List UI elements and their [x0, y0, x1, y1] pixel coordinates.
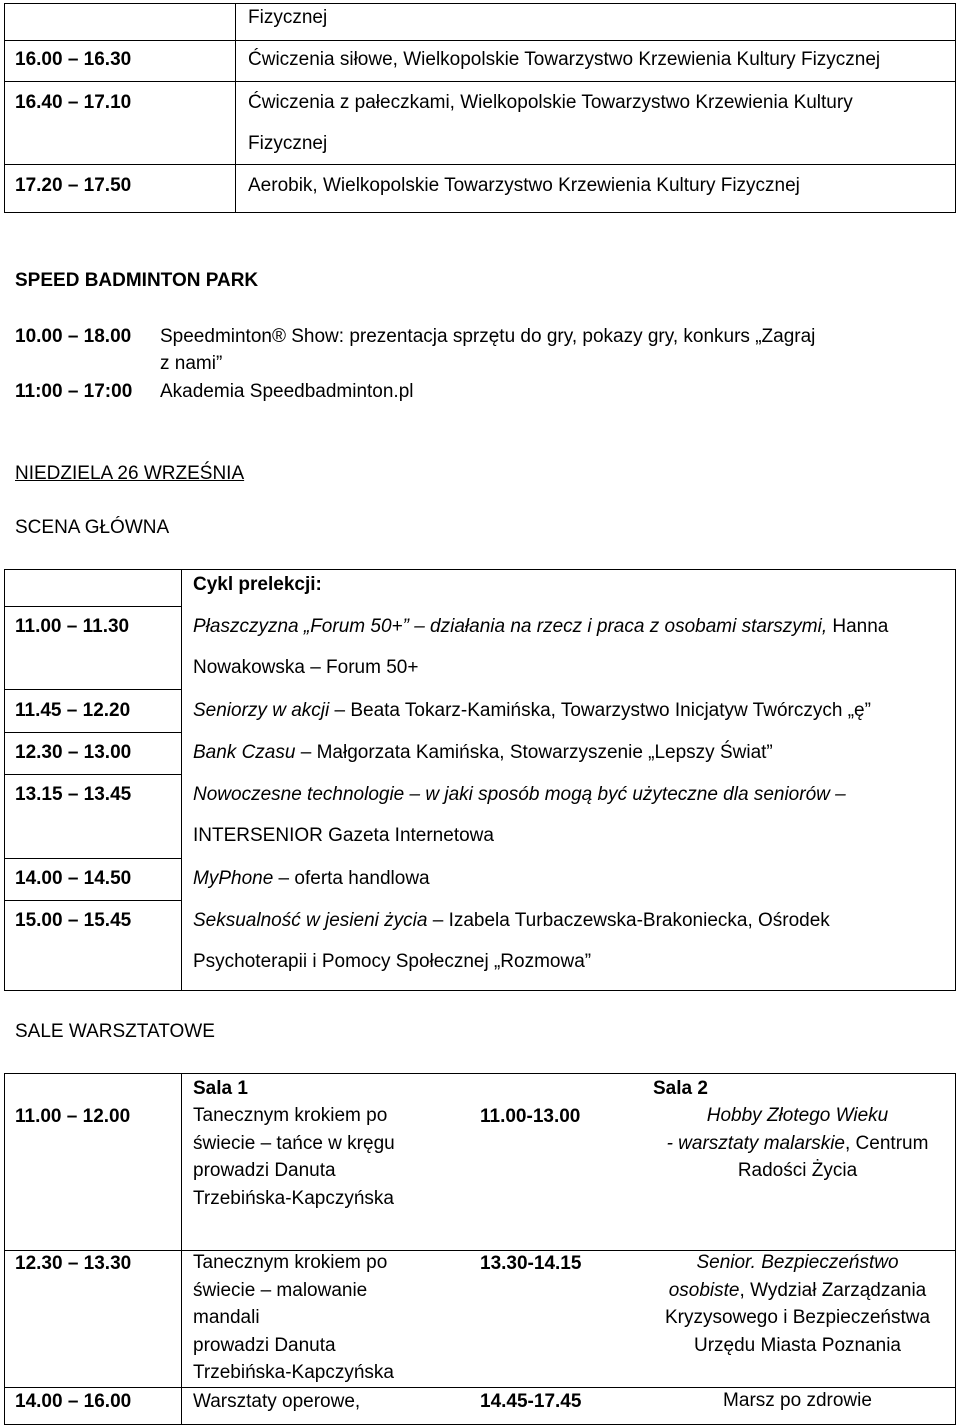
event-text: Akademia Speedbadminton.pl: [160, 381, 414, 402]
workshop-line: Kryzysowego i Bezpieczeństwa: [664, 1307, 931, 1328]
workshop-room2-text: [645, 1102, 950, 1185]
table-row-text: Fizycznej: [248, 7, 328, 28]
table-row-text: Ćwiczenia z pałeczkami, Wielkopolskie Towarzystwo Krzewienia Kultury: [248, 92, 853, 113]
room2-header: Sala 2: [653, 1078, 708, 1099]
event-time: 11:00 – 17:00: [15, 381, 133, 402]
workshop-time: 13.30-14.15: [480, 1253, 582, 1274]
workshop-line: prowadzi Danuta: [193, 1334, 336, 1356]
day-heading: NIEDZIELA 26 WRZEŚNIA: [15, 463, 245, 484]
lecture-speaker: – Małgorzata Kamińska, Stowarzyszenie „Lepszy Świat”: [295, 742, 773, 763]
workshop-line: Senior. Bezpieczeństwo: [696, 1252, 899, 1273]
lecture-time: 15.00 – 15.45: [15, 910, 132, 931]
lecture-text: [193, 868, 430, 890]
workshop-room1-text: [193, 1249, 463, 1387]
lecture-title: MyPhone: [193, 868, 274, 889]
workshop-room1-text: Warsztaty operowe,: [193, 1391, 361, 1412]
stage-heading: SCENA GŁÓWNA: [15, 517, 170, 538]
workshop-line: Trzebińska-Kapczyńska: [193, 1362, 394, 1383]
workshop-line: świecie – tańce w kręgu: [193, 1132, 395, 1154]
workshop-time: 11.00 – 12.00: [15, 1106, 131, 1127]
workshop-line: Trzebińska-Kapczyńska: [193, 1187, 394, 1209]
lecture-header: Cykl prelekcji:: [193, 574, 322, 595]
lecture-time: 11.00 – 11.30: [15, 616, 130, 637]
lecture-title: Płaszczyzna „Forum 50+” – działania na rzecz i praca z osobami starszymi,: [193, 616, 828, 637]
lecture-speaker: Hanna: [827, 616, 889, 637]
lecture-speaker: – oferta handlowa: [273, 868, 430, 889]
lecture-time: 11.45 – 12.20: [15, 700, 131, 721]
workshop-time: 11.00-13.00: [480, 1106, 581, 1127]
table-row-text: Fizycznej: [248, 133, 328, 154]
lecture-title: Seksualność w jesieni życia: [193, 910, 428, 931]
workshop-line: mandali: [193, 1307, 260, 1328]
lecture-title: Seniorzy w akcji: [193, 700, 330, 721]
workshop-time: 12.30 – 13.30: [15, 1253, 132, 1274]
room1-header: Sala 1: [193, 1078, 248, 1099]
lecture-text: [193, 784, 846, 806]
workshop-room1-text: [193, 1102, 463, 1212]
workshop-line: osobiste, Wydział Zarządzania: [668, 1279, 927, 1301]
table-row-time: 16.40 – 17.10: [15, 92, 132, 113]
workshop-time: 14.00 – 16.00: [15, 1391, 132, 1412]
workshop-room2-text: [645, 1387, 950, 1415]
lecture-title: Nowoczesne technologie – w jaki sposób mogą być użyteczne dla seniorów –: [193, 784, 846, 805]
event-time: 10.00 – 18.00: [15, 326, 132, 347]
workshop-line: Hobby Złotego Wieku: [706, 1105, 889, 1126]
workshop-time: 14.45-17.45: [480, 1391, 582, 1412]
workshop-line: - warsztaty malarskie, Centrum: [666, 1132, 929, 1154]
workshop-room2-text: [645, 1249, 950, 1359]
section-heading: SPEED BADMINTON PARK: [15, 270, 259, 291]
workshop-line: Marsz po zdrowie: [723, 1390, 872, 1411]
lecture-time: 14.00 – 14.50: [15, 868, 132, 889]
lecture-title: Bank Czasu: [193, 742, 296, 763]
lecture-text: [193, 910, 830, 932]
lecture-time: 12.30 – 13.00: [15, 742, 132, 763]
lecture-text: [193, 616, 888, 638]
workshop-line: Tanecznym krokiem po: [193, 1252, 388, 1273]
workshop-line: Tanecznym krokiem po: [193, 1105, 388, 1126]
workshop-line: świecie – malowanie: [193, 1279, 368, 1301]
table-row-text: Ćwiczenia siłowe, Wielkopolskie Towarzystwo Krzewienia Kultury Fizycznej: [248, 49, 881, 70]
lecture-text: [193, 742, 773, 764]
lecture-text: Nowakowska – Forum 50+: [193, 657, 419, 678]
lecture-text: Psychoterapii i Pomocy Społecznej „Rozmowa”: [193, 951, 592, 972]
workshop-line: Radości Życia: [737, 1160, 858, 1181]
lecture-text: INTERSENIOR Gazeta Internetowa: [193, 825, 494, 846]
lecture-time: 13.15 – 13.45: [15, 784, 132, 805]
lecture-speaker: – Izabela Turbaczewska-Brakoniecka, Ośrodek: [427, 910, 830, 931]
table-row-time: 17.20 – 17.50: [15, 175, 132, 196]
workshops-heading: SALE WARSZTATOWE: [15, 1021, 215, 1042]
lecture-text: [193, 700, 871, 722]
table-row-time: 16.00 – 16.30: [15, 49, 132, 70]
event-text: Speedminton® Show: prezentacja sprzętu do gry, pokazy gry, konkurs „Zagraj: [160, 326, 816, 347]
table-row-text: Aerobik, Wielkopolskie Towarzystwo Krzewienia Kultury Fizycznej: [248, 175, 800, 196]
lecture-speaker: – Beata Tokarz-Kamińska, Towarzystwo Inicjatyw Twórczych „ę”: [329, 700, 871, 721]
workshop-line: prowadzi Danuta: [193, 1160, 336, 1181]
event-text: z nami”: [160, 353, 223, 374]
workshop-line: Urzędu Miasta Poznania: [694, 1334, 901, 1356]
